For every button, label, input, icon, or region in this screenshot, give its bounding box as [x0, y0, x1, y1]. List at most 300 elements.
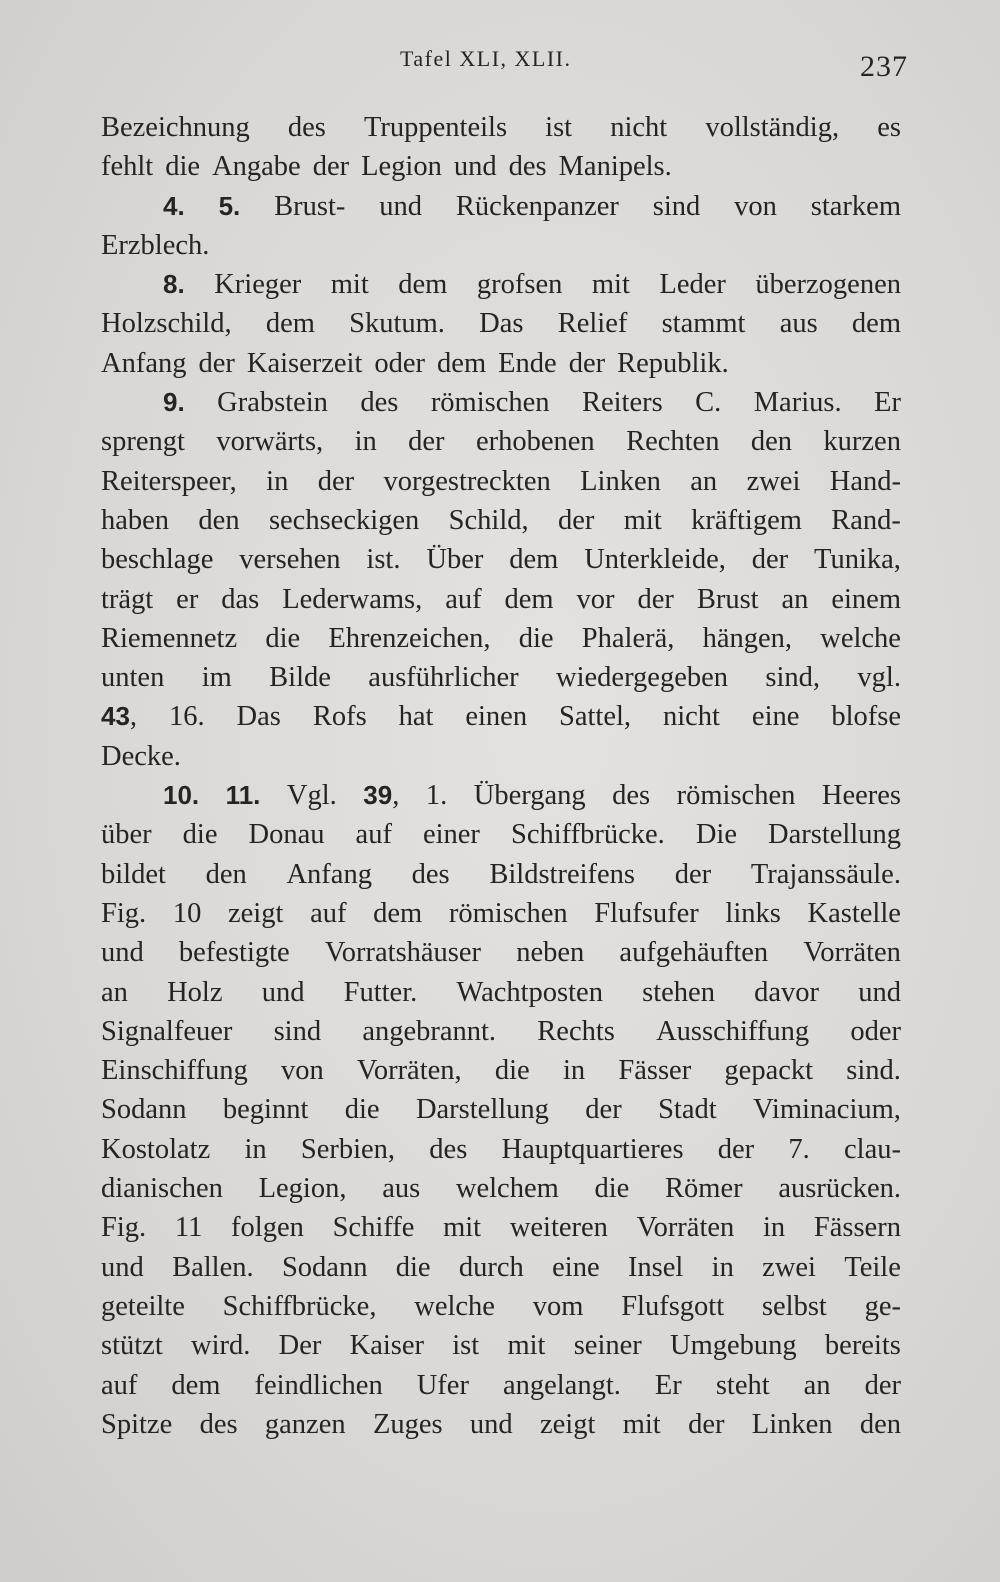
word: in	[762, 1212, 786, 1244]
word: links	[725, 897, 781, 929]
word: Bezeichnung	[101, 112, 250, 143]
word: Schiffbrücke.	[510, 819, 665, 851]
word: ist	[452, 1330, 480, 1362]
word: und	[101, 1251, 144, 1283]
word	[163, 387, 185, 419]
word	[163, 780, 199, 812]
word: sind,	[765, 662, 821, 694]
word: römischen	[448, 897, 568, 929]
text-line	[101, 741, 901, 780]
word: aufgehäuften	[619, 937, 769, 969]
word: ist.	[366, 544, 401, 576]
word: Rand-	[831, 504, 901, 536]
word: des	[429, 1133, 468, 1165]
text-line	[101, 1134, 901, 1173]
word: seiner	[573, 1330, 642, 1362]
word: Sodann	[281, 1251, 368, 1283]
word	[163, 269, 185, 301]
word: in	[244, 1133, 267, 1165]
word: mit	[622, 1408, 661, 1440]
word: an	[781, 583, 809, 615]
word: Grabstein	[217, 387, 328, 419]
word: bildet	[101, 858, 166, 890]
word: Viminacium,	[753, 1094, 901, 1126]
word: zwei	[746, 465, 801, 497]
word: Decke.	[101, 740, 181, 772]
word: Rückenpanzer	[455, 190, 619, 222]
word: vollständig,	[705, 112, 840, 143]
word: den	[198, 504, 240, 536]
word: Hauptquartieres	[501, 1133, 684, 1165]
word: sind	[652, 190, 701, 222]
word: Reiterspeer,	[101, 465, 237, 497]
word: Linken	[751, 1408, 833, 1440]
word: des	[360, 387, 399, 419]
word: aus	[382, 1173, 421, 1205]
body-text	[101, 112, 901, 1448]
word: dem	[504, 583, 554, 615]
word: und	[101, 937, 144, 969]
word: vor	[576, 583, 615, 615]
word: Lederwams,	[282, 583, 423, 615]
word: 1.	[425, 780, 448, 812]
word: den	[205, 858, 247, 890]
word: geteilte	[101, 1290, 185, 1322]
word: sechseckigen	[268, 504, 420, 536]
word: Angabe	[212, 151, 301, 183]
word: Bildstreifens	[489, 858, 636, 890]
word: der	[312, 151, 350, 183]
word: Er	[654, 1369, 682, 1401]
word: Heeres	[821, 780, 901, 812]
text-line	[101, 1016, 901, 1055]
text-line	[101, 426, 901, 465]
word: Donau	[248, 819, 325, 851]
word: Holz	[167, 976, 223, 1008]
word: der	[585, 1094, 622, 1126]
running-head	[0, 46, 1000, 86]
word: die	[182, 819, 218, 851]
word: Signalfeuer	[101, 1015, 233, 1047]
word: Vgl.	[286, 780, 337, 812]
word: vorwärts,	[216, 426, 324, 458]
word: selbst	[761, 1290, 827, 1322]
word: wiedergegeben	[556, 662, 729, 694]
word: aus	[779, 308, 818, 340]
word: Die	[695, 819, 737, 851]
word: stützt	[101, 1330, 163, 1362]
word: unten	[101, 662, 165, 694]
word: Schiffbrücke,	[222, 1290, 377, 1322]
word: starkem	[810, 190, 901, 222]
word: Skutum.	[349, 308, 445, 340]
text-line	[101, 1055, 901, 1094]
word: Futter.	[343, 976, 418, 1008]
word: Holzschild,	[101, 308, 232, 340]
word: oder	[374, 347, 426, 379]
word: gepackt	[724, 1055, 814, 1087]
word: trägt	[101, 583, 154, 615]
word: in	[266, 465, 289, 497]
word: Hand-	[829, 465, 901, 497]
word: überzogenen	[755, 269, 901, 301]
word: in	[354, 426, 377, 458]
word: steht	[715, 1369, 770, 1401]
word: Insel	[627, 1251, 684, 1283]
word: mit	[507, 1330, 546, 1362]
bold-reference: 5.	[218, 190, 241, 221]
word: beschlage	[101, 544, 214, 576]
word: Sattel,	[559, 701, 632, 733]
word: des	[199, 1408, 238, 1440]
bold-reference: 10.	[163, 780, 200, 811]
word: bereits	[824, 1330, 901, 1362]
word: an	[803, 1369, 831, 1401]
word: Anfang	[286, 858, 372, 890]
word: ausführlicher	[368, 662, 519, 694]
word: auf	[445, 583, 482, 615]
word: feindlichen	[254, 1369, 383, 1401]
text-line	[101, 544, 901, 583]
word: Kastelle	[807, 897, 901, 929]
text-line	[101, 505, 901, 544]
text-line	[101, 701, 901, 740]
text-line	[101, 584, 901, 623]
word: der	[317, 465, 355, 497]
word: an	[690, 465, 718, 497]
word: Zuges	[372, 1408, 443, 1440]
word: durch	[458, 1251, 524, 1283]
word: Darstellung	[415, 1094, 549, 1126]
word: römischen	[430, 387, 550, 419]
word: im	[201, 662, 232, 694]
text-line	[101, 269, 901, 308]
word: Bilde	[269, 662, 331, 694]
word: Tunika,	[814, 544, 901, 576]
word: stehen	[642, 976, 715, 1008]
word: Erzblech.	[101, 229, 210, 261]
word: auf	[101, 1369, 138, 1401]
word: einer	[422, 819, 480, 851]
word: und	[469, 1408, 513, 1440]
word: Teile	[844, 1251, 901, 1283]
word: mit	[591, 269, 630, 301]
word: 39,	[363, 780, 400, 812]
word: haben	[101, 504, 170, 536]
word: und	[261, 976, 305, 1008]
text-line	[101, 780, 901, 819]
word: sind.	[846, 1055, 901, 1087]
word: Stadt	[658, 1094, 717, 1126]
word: Krieger	[214, 269, 302, 301]
text-line	[101, 1252, 901, 1291]
word: in	[562, 1055, 586, 1087]
word: dem	[509, 544, 559, 576]
word: Vorratshäuser	[324, 937, 482, 969]
word: in	[711, 1251, 734, 1283]
word: dianischen	[101, 1173, 223, 1205]
text-line	[101, 859, 901, 898]
word: der	[637, 583, 674, 615]
word: von	[734, 190, 777, 222]
page-number: 237	[860, 50, 908, 83]
word: nicht	[662, 701, 720, 733]
word: die	[594, 1173, 630, 1205]
word: angebrannt.	[362, 1015, 497, 1047]
text-line	[101, 1409, 901, 1448]
text-line	[101, 466, 901, 505]
text-line	[101, 308, 901, 347]
text-line	[101, 1212, 901, 1251]
text-line	[101, 1173, 901, 1212]
word: über	[101, 819, 152, 851]
text-line	[101, 1370, 901, 1409]
bold-reference: 11.	[225, 780, 261, 811]
word: Einschiffung	[101, 1055, 248, 1087]
word: ganzen	[264, 1408, 346, 1440]
word: befestigte	[178, 937, 290, 969]
word: 11	[174, 1212, 203, 1244]
word: dem	[851, 308, 901, 340]
word: an	[101, 976, 128, 1008]
word: dem	[437, 347, 487, 379]
word: mit	[623, 504, 662, 536]
word: Das	[236, 701, 281, 733]
word: Riemennetz	[101, 622, 238, 654]
word: vom	[532, 1290, 584, 1322]
word: 43,	[101, 701, 138, 733]
word: des	[612, 780, 651, 812]
word: des	[287, 112, 326, 143]
word: hat	[398, 701, 434, 733]
word: Kaiser	[349, 1330, 424, 1362]
word: sind	[273, 1015, 322, 1047]
word: der	[688, 1408, 725, 1440]
word: Manipels.	[558, 151, 672, 183]
word: Linken	[580, 465, 661, 497]
word: Vorräten	[636, 1212, 735, 1244]
word: ausrücken.	[778, 1173, 901, 1205]
text-line	[101, 623, 901, 662]
word: Vorräten,	[356, 1055, 462, 1087]
word: und	[858, 976, 901, 1008]
text-line	[101, 977, 901, 1016]
word: stammt	[661, 308, 746, 340]
word: der	[751, 544, 789, 576]
word: Flufsgott	[621, 1290, 725, 1322]
word: Übergang	[473, 780, 586, 812]
word: oder	[850, 1015, 901, 1047]
word: zwei	[762, 1251, 816, 1283]
word: römischen	[676, 780, 796, 812]
word: hängen,	[702, 622, 793, 654]
word: zeigt	[228, 897, 284, 929]
word: ge-	[864, 1290, 901, 1322]
word: Brust	[696, 583, 759, 615]
text-line	[101, 191, 901, 230]
word: vgl.	[857, 662, 901, 694]
word: Relief	[557, 308, 628, 340]
word: Ausschiffung	[656, 1015, 810, 1047]
text-line	[101, 348, 901, 387]
word: Kostolatz	[101, 1133, 211, 1165]
word: sprengt	[101, 426, 185, 458]
word: fehlt	[101, 151, 154, 183]
word: grofsen	[476, 269, 563, 301]
word: Fässer	[618, 1055, 692, 1087]
word: Römer	[665, 1173, 743, 1205]
word: Ufer	[416, 1369, 469, 1401]
word: Legion	[361, 151, 442, 183]
word: dem	[373, 897, 423, 929]
word: die	[165, 151, 201, 183]
word: er	[176, 583, 199, 615]
word: des	[508, 151, 547, 183]
word: von	[280, 1055, 324, 1087]
word: 7.	[788, 1133, 810, 1165]
word: Kaiserzeit	[246, 347, 363, 379]
text-line	[101, 1291, 901, 1330]
word: clau-	[844, 1133, 901, 1165]
word: Unterkleide,	[584, 544, 726, 576]
word: den	[750, 426, 793, 458]
word: der	[674, 858, 712, 890]
bold-reference: 39	[363, 780, 393, 811]
word: Wachtposten	[456, 976, 603, 1008]
word: der	[864, 1369, 901, 1401]
word	[226, 780, 261, 812]
word: der	[568, 347, 606, 379]
text-line	[101, 662, 901, 701]
word: ist	[545, 112, 573, 143]
word: Fässern	[813, 1212, 901, 1244]
word: Serbien,	[300, 1133, 396, 1165]
word: welche	[820, 622, 901, 654]
text-line	[101, 387, 901, 426]
word: und	[453, 151, 497, 183]
text-line	[101, 898, 901, 937]
running-title: Tafel XLI, XLII.	[400, 46, 572, 71]
word: den	[859, 1408, 901, 1440]
word: der	[557, 504, 595, 536]
word: die	[518, 622, 554, 654]
word: Sodann	[101, 1094, 187, 1126]
word: Trajanssäule.	[750, 858, 901, 890]
word: vorgestreckten	[383, 465, 551, 497]
bold-reference: 8.	[163, 269, 185, 300]
word: mit	[443, 1212, 482, 1244]
word: einem	[831, 583, 901, 615]
bold-reference: 43	[101, 701, 130, 732]
word: Ehrenzeichen,	[328, 622, 491, 654]
word: blofse	[831, 701, 901, 733]
word: 10	[172, 897, 202, 929]
word: Vorräten	[803, 937, 901, 969]
word: der	[717, 1133, 755, 1165]
word: einen	[465, 701, 528, 733]
word: kurzen	[823, 426, 901, 458]
bold-reference: 9.	[163, 387, 185, 418]
word: Legion,	[258, 1173, 347, 1205]
word: davor	[754, 976, 820, 1008]
word: des	[411, 858, 450, 890]
word: Rechts	[537, 1015, 615, 1047]
word: Ballen.	[172, 1251, 254, 1283]
word: es	[877, 112, 901, 143]
word: und	[379, 190, 422, 222]
word: versehen	[239, 544, 341, 576]
word: welchem	[455, 1173, 559, 1205]
text-line	[101, 937, 901, 976]
word: Brust-	[274, 190, 346, 222]
word: die	[265, 622, 301, 654]
word: der	[198, 347, 235, 379]
word: dem	[398, 269, 448, 301]
word: auf	[355, 819, 392, 851]
word: wird.	[191, 1330, 251, 1362]
text-line	[101, 112, 901, 151]
word: Phalerä,	[581, 622, 675, 654]
word: Leder	[659, 269, 726, 301]
word: Anfang	[101, 347, 187, 379]
text-line	[101, 1094, 901, 1133]
word: neben	[516, 937, 585, 969]
word: Republik.	[617, 347, 729, 379]
word: beginnt	[222, 1094, 309, 1126]
word: welche	[414, 1290, 495, 1322]
word: Über	[426, 544, 484, 576]
word: Marius.	[753, 387, 842, 419]
bold-reference: 4.	[163, 190, 185, 221]
word: Spitze	[101, 1408, 173, 1440]
word: Schiffe	[332, 1212, 415, 1244]
word: folgen	[231, 1212, 304, 1244]
word: Flufsufer	[594, 897, 699, 929]
word: Der	[278, 1330, 322, 1362]
word: Umgebung	[670, 1330, 797, 1362]
word: kräftigem	[691, 504, 802, 536]
word: erhobenen	[475, 426, 595, 458]
word: Truppenteils	[364, 112, 508, 143]
word: weiteren	[509, 1212, 608, 1244]
word: dem	[265, 308, 315, 340]
word	[163, 191, 185, 223]
word: nicht	[610, 112, 668, 143]
text-line	[101, 1330, 901, 1369]
word: das	[221, 583, 260, 615]
word: Ende	[498, 347, 557, 379]
word: eine	[751, 701, 800, 733]
word: Fig.	[101, 897, 147, 929]
word: mit	[330, 269, 369, 301]
word: Rechten	[626, 426, 720, 458]
text-line	[101, 230, 901, 269]
word: zeigt	[540, 1408, 596, 1440]
word: eine	[552, 1251, 600, 1283]
word: die	[395, 1251, 431, 1283]
word: 16.	[168, 701, 205, 733]
word: der	[408, 426, 445, 458]
word: Das	[479, 308, 524, 340]
word: Rofs	[312, 701, 367, 733]
word: die	[344, 1094, 380, 1126]
word: Fig.	[101, 1212, 147, 1244]
word: Reiters	[581, 387, 663, 419]
word: die	[494, 1055, 530, 1087]
word: auf	[310, 897, 347, 929]
word: Er	[874, 387, 901, 419]
text-line	[101, 819, 901, 858]
